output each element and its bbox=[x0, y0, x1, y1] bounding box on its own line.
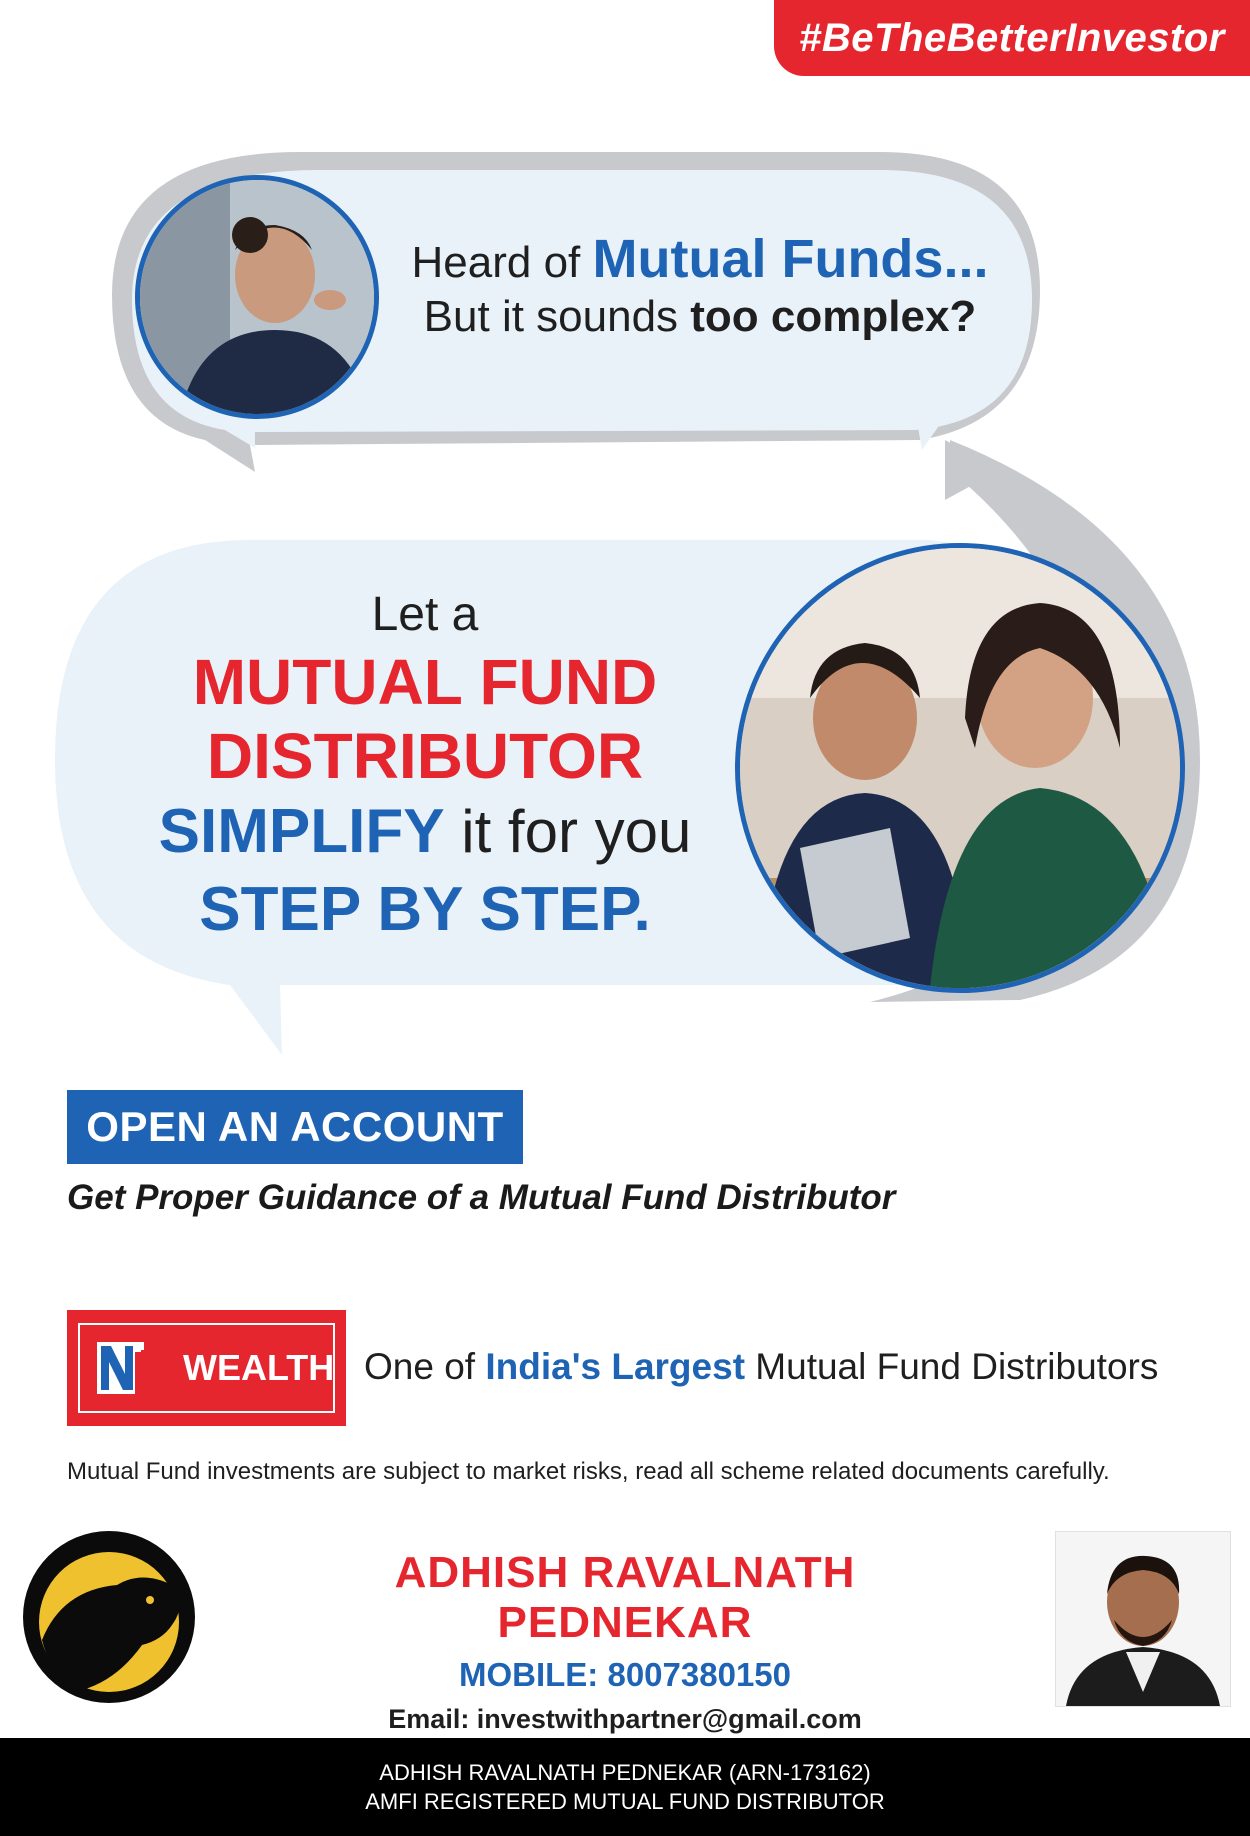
nj-logo-text: WEALTH bbox=[183, 1347, 335, 1388]
red-line-1: MUTUAL FUND bbox=[192, 646, 658, 718]
footer-line-1: ADHISH RAVALNATH PEDNEKAR (ARN-173162) bbox=[379, 1760, 871, 1785]
simplify-rest: it for you bbox=[444, 798, 692, 865]
simplify-word: SIMPLIFY bbox=[158, 797, 445, 866]
nj-tagline bbox=[364, 1346, 1158, 1388]
main-message bbox=[140, 585, 710, 949]
footer-line-2: AMFI REGISTERED MUTUAL FUND DISTRIBUTOR bbox=[365, 1789, 885, 1814]
woman-thinking-photo bbox=[135, 175, 379, 419]
tagline-suffix: Mutual Fund Distributors bbox=[745, 1346, 1159, 1387]
disclaimer-text: Mutual Fund investments are subject to market risks, read all scheme related documents carefully. bbox=[67, 1458, 1110, 1485]
nj-logo bbox=[67, 1310, 346, 1426]
email-address[interactable]: Email: investwithpartner@gmail.com bbox=[388, 1704, 862, 1734]
red-line-2: DISTRIBUTOR bbox=[206, 720, 644, 792]
question-prefix: Heard of bbox=[411, 238, 593, 287]
mobile-number[interactable]: MOBILE: 8007380150 bbox=[458, 1656, 791, 1693]
advisor-photo bbox=[1055, 1531, 1231, 1707]
guidance-text: Get Proper Guidance of a Mutual Fund Distributor bbox=[67, 1178, 896, 1217]
question-line2: But it sounds bbox=[423, 292, 691, 341]
footer-bar bbox=[0, 1738, 1250, 1836]
let-a-text: Let a bbox=[371, 588, 479, 641]
tagline-highlight: India's Largest bbox=[485, 1346, 746, 1387]
open-account-button[interactable]: OPEN AN ACCOUNT bbox=[67, 1090, 523, 1164]
panther-logo bbox=[22, 1530, 196, 1704]
question-highlight: Mutual Funds... bbox=[592, 229, 989, 289]
advisor-name: ADHISH RAVALNATH PEDNEKAR bbox=[394, 1548, 856, 1647]
question-bold: too complex? bbox=[690, 292, 977, 341]
two-women-laptop-photo bbox=[735, 543, 1185, 993]
step-by-step-text: STEP BY STEP. bbox=[199, 875, 651, 944]
contact-block bbox=[290, 1548, 960, 1735]
question-text bbox=[400, 229, 1000, 344]
hashtag-banner: #BeTheBetterInvestor bbox=[774, 0, 1250, 76]
tagline-prefix: One of bbox=[364, 1346, 486, 1387]
